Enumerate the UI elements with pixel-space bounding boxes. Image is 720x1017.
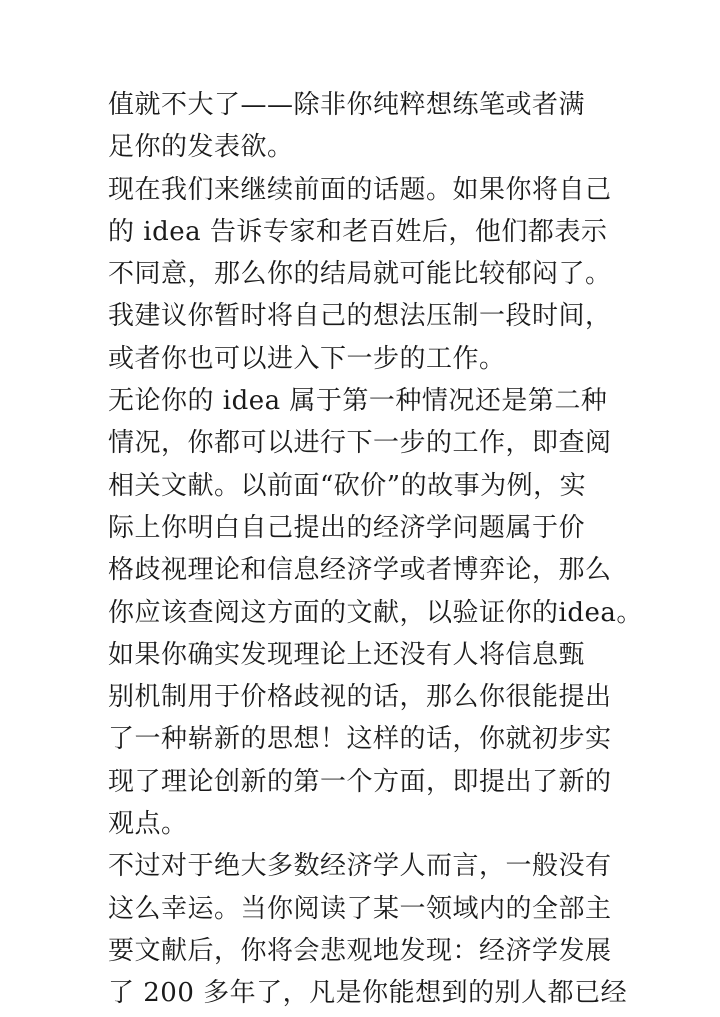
text-line: 不过对于绝大多数经济学人而言，一般没有 bbox=[108, 851, 612, 882]
text-line: 或者你也可以进入下一步的工作。 bbox=[108, 343, 506, 374]
text-line: 的 idea 告诉专家和老百姓后，他们都表示 bbox=[108, 216, 608, 247]
text-line: 别机制用于价格歧视的话，那么你很能提出 bbox=[108, 682, 612, 713]
text-line: 观点。 bbox=[108, 809, 188, 840]
text-line: 际上你明白自己提出的经济学问题属于价 bbox=[108, 512, 586, 543]
body-text bbox=[108, 84, 668, 1015]
text-line: 无论你的 idea 属于第一种情况还是第二种 bbox=[108, 386, 608, 417]
text-line: 格歧视理论和信息经济学或者博弈论，那么 bbox=[108, 555, 612, 586]
text-line: 值就不大了——除非你纯粹想练笔或者满 bbox=[108, 90, 586, 120]
text-line: 如果你确实发现理论上还没有人将信息甄 bbox=[108, 639, 586, 670]
text-line: 足你的发表欲。 bbox=[108, 132, 294, 163]
text-line: 你应该查阅这方面的文献，以验证你的idea。 bbox=[108, 597, 643, 628]
text-line: 要文献后，你将会悲观地发现：经济学发展 bbox=[108, 935, 612, 966]
text-line: 了一种崭新的思想！这样的话，你就初步实 bbox=[108, 724, 612, 755]
text-line: 我建议你暂时将自己的想法压制一段时间， bbox=[108, 301, 612, 332]
text-line: 相关文献。以前面“砍价”的故事为例，实 bbox=[108, 470, 587, 501]
text-line: 不同意，那么你的结局就可能比较郁闷了。 bbox=[108, 259, 612, 290]
text-line: 了 200 多年了，凡是你能想到的别人都已经 bbox=[108, 978, 628, 1009]
text-line: 现在我们来继续前面的话题。如果你将自己 bbox=[108, 174, 612, 205]
text-line: 情况，你都可以进行下一步的工作，即查阅 bbox=[108, 428, 612, 459]
text-line: 这么幸运。当你阅读了某一领域内的全部主 bbox=[108, 893, 612, 924]
text-line: 现了理论创新的第一个方面，即提出了新的 bbox=[108, 766, 612, 797]
